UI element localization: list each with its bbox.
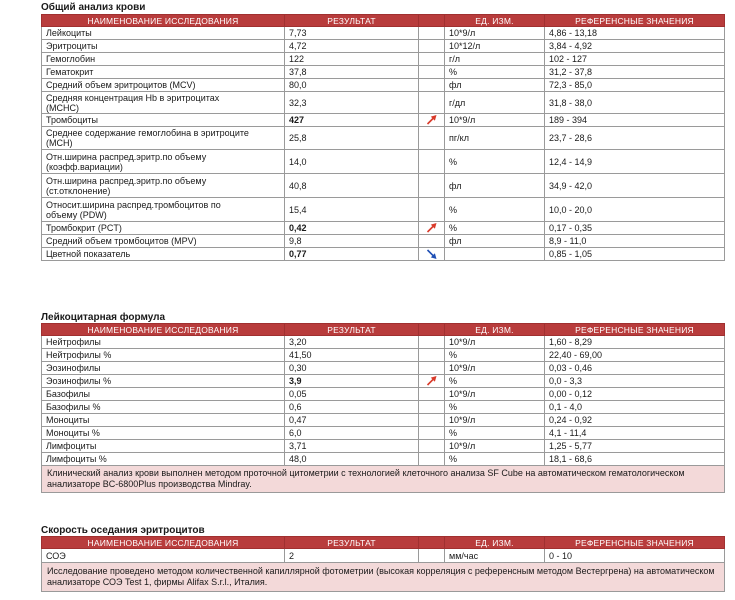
test-result: 80,0	[285, 79, 419, 92]
arrow-up-icon	[426, 223, 437, 233]
test-flag	[419, 222, 445, 235]
test-name-line: Лейкоциты	[46, 28, 92, 38]
test-flag	[419, 127, 445, 150]
method-note-row	[42, 563, 725, 592]
blood-section-title: Общий анализ крови	[41, 2, 146, 13]
test-flag	[419, 401, 445, 414]
test-name-line: Эозинофилы %	[46, 376, 112, 386]
test-unit: %	[445, 66, 545, 79]
test-result: 122	[285, 53, 419, 66]
header-unit: ЕД. ИЗМ.	[445, 324, 545, 336]
test-result: 3,9	[285, 375, 419, 388]
table-row	[42, 349, 725, 362]
test-result: 0,77	[285, 248, 419, 261]
test-reference: 0,03 - 0,46	[545, 362, 725, 375]
header-ref: РЕФЕРЕНСНЫЕ ЗНАЧЕНИЯ	[545, 537, 725, 549]
test-unit: 10*12/л	[445, 40, 545, 53]
test-reference: 0,85 - 1,05	[545, 248, 725, 261]
test-name-line: СОЭ	[46, 550, 66, 561]
table-row	[42, 248, 725, 261]
test-result: 0,30	[285, 362, 419, 375]
header-result: РЕЗУЛЬТАТ	[285, 324, 419, 336]
test-unit: 10*9/л	[445, 114, 545, 127]
table-row	[42, 150, 725, 174]
test-result: 14,0	[285, 150, 419, 174]
test-reference: 23,7 - 28,6	[545, 127, 725, 150]
method-note: Клинический анализ крови выполнен методом проточной цитометрии с технологией клеточного анализа SF Cube на автоматическом гематологическом анализаторе BC-6800Plus производства Mindray.	[42, 466, 725, 493]
esr-section-title: Скорость оседания эритроцитов	[41, 525, 205, 536]
test-unit: фл	[445, 174, 545, 198]
test-reference: 1,60 - 8,29	[545, 336, 725, 349]
test-result: 6,0	[285, 427, 419, 440]
test-flag	[419, 549, 445, 563]
test-name	[42, 375, 285, 388]
test-reference: 31,8 - 38,0	[545, 92, 725, 114]
test-reference: 4,86 - 13,18	[545, 27, 725, 40]
table-row	[42, 427, 725, 440]
test-unit: г/л	[445, 53, 545, 66]
header-result: РЕЗУЛЬТАТ	[285, 15, 419, 27]
test-flag	[419, 427, 445, 440]
leuko-section-title: Лейкоцитарная формула	[41, 312, 166, 323]
test-name-line: Среднее содержание гемоглобина в эритроците	[46, 128, 249, 138]
test-name	[42, 349, 285, 362]
test-flag	[419, 66, 445, 79]
test-name-line: Средняя концентрация Hb в эритроцитах	[46, 92, 220, 103]
test-name	[42, 453, 285, 466]
test-reference: 189 - 394	[545, 114, 725, 127]
test-name	[42, 53, 285, 66]
test-flag	[419, 79, 445, 92]
header-unit: ЕД. ИЗМ.	[445, 15, 545, 27]
test-name	[42, 92, 285, 114]
table-row	[42, 127, 725, 150]
test-name-line: Тромбоциты	[46, 115, 99, 125]
test-reference: 0,17 - 0,35	[545, 222, 725, 235]
test-name	[42, 401, 285, 414]
test-result: 0,42	[285, 222, 419, 235]
test-name-line: Эозинофилы	[46, 363, 101, 373]
table-row	[42, 549, 725, 563]
test-flag	[419, 53, 445, 66]
test-unit: 10*9/л	[445, 362, 545, 375]
test-reference: 18,1 - 68,6	[545, 453, 725, 466]
table-row	[42, 453, 725, 466]
test-flag	[419, 388, 445, 401]
table-row	[42, 222, 725, 235]
test-reference: 0,0 - 3,3	[545, 375, 725, 388]
test-name	[42, 440, 285, 453]
test-name	[42, 79, 285, 92]
blood-table	[41, 14, 725, 261]
test-unit: 10*9/л	[445, 414, 545, 427]
test-unit: 10*9/л	[445, 27, 545, 40]
header-name: НАИМЕНОВАНИЕ ИССЛЕДОВАНИЯ	[42, 15, 285, 27]
test-unit: %	[445, 198, 545, 222]
test-reference: 1,25 - 5,77	[545, 440, 725, 453]
test-name-line: объему (PDW)	[46, 209, 107, 220]
test-name	[42, 427, 285, 440]
header-flag	[419, 537, 445, 549]
test-name	[42, 388, 285, 401]
test-unit: %	[445, 349, 545, 362]
test-unit: %	[445, 453, 545, 466]
test-name-line: Моноциты %	[46, 428, 100, 438]
test-result: 9,8	[285, 235, 419, 248]
test-flag	[419, 336, 445, 349]
table-header-row	[42, 324, 725, 336]
test-name	[42, 174, 285, 198]
test-reference: 4,1 - 11,4	[545, 427, 725, 440]
test-flag	[419, 375, 445, 388]
table-row	[42, 53, 725, 66]
test-flag	[419, 150, 445, 174]
table-row	[42, 440, 725, 453]
test-unit: г/дл	[445, 92, 545, 114]
table-row	[42, 362, 725, 375]
test-result: 0,6	[285, 401, 419, 414]
test-reference: 0,24 - 0,92	[545, 414, 725, 427]
table-row	[42, 66, 725, 79]
test-result: 427	[285, 114, 419, 127]
test-unit	[445, 248, 545, 261]
test-name	[42, 222, 285, 235]
test-result: 41,50	[285, 349, 419, 362]
test-unit: 10*9/л	[445, 388, 545, 401]
header-flag	[419, 15, 445, 27]
leuko-table	[41, 323, 725, 493]
test-name-line: Эритроциты	[46, 41, 98, 51]
test-name-line: Тромбокрит (PCT)	[46, 223, 122, 233]
test-name	[42, 336, 285, 349]
test-unit: 10*9/л	[445, 440, 545, 453]
test-name	[42, 414, 285, 427]
test-name	[42, 127, 285, 150]
test-name-line: Моноциты	[46, 415, 90, 425]
table-row	[42, 414, 725, 427]
test-name-line: (ст.отклонение)	[46, 185, 111, 196]
test-name-line: (МСНС)	[46, 102, 79, 113]
arrow-up-icon	[426, 115, 437, 125]
table-row	[42, 27, 725, 40]
arrow-up-icon	[426, 376, 437, 386]
header-flag	[419, 324, 445, 336]
test-name-line: (МСН)	[46, 138, 73, 148]
test-reference: 102 - 127	[545, 53, 725, 66]
test-name-line: Базофилы %	[46, 402, 101, 412]
table-row	[42, 336, 725, 349]
test-name-line: Нейтрофилы %	[46, 350, 112, 360]
table-row	[42, 92, 725, 114]
test-flag	[419, 349, 445, 362]
test-result: 2	[285, 549, 419, 563]
test-reference: 34,9 - 42,0	[545, 174, 725, 198]
method-note-row	[42, 466, 725, 493]
table-row	[42, 114, 725, 127]
test-name	[42, 362, 285, 375]
test-result: 40,8	[285, 174, 419, 198]
header-ref: РЕФЕРЕНСНЫЕ ЗНАЧЕНИЯ	[545, 324, 725, 336]
test-flag	[419, 114, 445, 127]
test-name-line: Относит.ширина распред.тромбоцитов по	[46, 199, 221, 210]
test-result: 7,73	[285, 27, 419, 40]
test-result: 0,47	[285, 414, 419, 427]
test-flag	[419, 27, 445, 40]
test-name-line: Нейтрофилы	[46, 337, 101, 347]
test-reference: 0,00 - 0,12	[545, 388, 725, 401]
test-name-line: (коэфф.вариации)	[46, 161, 123, 172]
header-name: НАИМЕНОВАНИЕ ИССЛЕДОВАНИЯ	[42, 324, 285, 336]
test-result: 25,8	[285, 127, 419, 150]
test-result: 15,4	[285, 198, 419, 222]
test-flag	[419, 248, 445, 261]
table-row	[42, 388, 725, 401]
table-row	[42, 174, 725, 198]
header-ref: РЕФЕРЕНСНЫЕ ЗНАЧЕНИЯ	[545, 15, 725, 27]
esr-table	[41, 536, 725, 592]
test-result: 3,71	[285, 440, 419, 453]
table-row	[42, 401, 725, 414]
test-name-line: Базофилы	[46, 389, 90, 399]
table-header-row	[42, 537, 725, 549]
test-name-line: Гематокрит	[46, 67, 94, 77]
test-unit: %	[445, 375, 545, 388]
test-unit: %	[445, 150, 545, 174]
test-reference: 0,1 - 4,0	[545, 401, 725, 414]
test-name-line: Цветной показатель	[46, 249, 131, 259]
table-row	[42, 40, 725, 53]
test-unit: %	[445, 401, 545, 414]
test-name-line: Лимфоциты	[46, 441, 97, 451]
test-name	[42, 150, 285, 174]
test-name	[42, 66, 285, 79]
test-name	[42, 235, 285, 248]
test-reference: 8,9 - 11,0	[545, 235, 725, 248]
test-name	[42, 40, 285, 53]
test-unit: мм/час	[445, 549, 545, 563]
test-flag	[419, 453, 445, 466]
table-header-row	[42, 15, 725, 27]
test-name-line: Лимфоциты %	[46, 454, 107, 464]
test-reference: 22,40 - 69,00	[545, 349, 725, 362]
test-name	[42, 114, 285, 127]
test-flag	[419, 235, 445, 248]
test-name-line: Гемоглобин	[46, 54, 96, 64]
table-row	[42, 79, 725, 92]
table-row	[42, 375, 725, 388]
test-unit: фл	[445, 79, 545, 92]
test-unit: фл	[445, 235, 545, 248]
arrow-down-icon	[426, 249, 437, 259]
test-flag	[419, 174, 445, 198]
test-result: 37,8	[285, 66, 419, 79]
header-unit: ЕД. ИЗМ.	[445, 537, 545, 549]
test-result: 32,3	[285, 92, 419, 114]
test-flag	[419, 40, 445, 53]
test-name-line: Средний объем тромбоцитов (MPV)	[46, 236, 197, 246]
test-name-line: Отн.ширина распред.эритр.по объему	[46, 175, 207, 186]
test-reference: 72,3 - 85,0	[545, 79, 725, 92]
header-result: РЕЗУЛЬТАТ	[285, 537, 419, 549]
test-flag	[419, 362, 445, 375]
test-flag	[419, 440, 445, 453]
header-name: НАИМЕНОВАНИЕ ИССЛЕДОВАНИЯ	[42, 537, 285, 549]
test-unit: %	[445, 427, 545, 440]
test-reference: 12,4 - 14,9	[545, 150, 725, 174]
method-note: Исследование проведено методом количественной капиллярной фотометрии (высокая корреляция с референсным методом Вестергрена) на автоматическом анализаторе СОЭ Test 1, фирмы Alifax S.r.l., Италия.	[42, 563, 725, 592]
table-row	[42, 235, 725, 248]
test-reference: 0 - 10	[545, 549, 725, 563]
test-unit: %	[445, 222, 545, 235]
test-unit: пг/кл	[445, 127, 545, 150]
test-name-line: Средний объем эритроцитов (MCV)	[46, 80, 196, 90]
test-name-line: Отн.ширина распред.эритр.по объему	[46, 151, 207, 162]
test-name	[42, 198, 285, 222]
test-reference: 3,84 - 4,92	[545, 40, 725, 53]
test-flag	[419, 198, 445, 222]
test-result: 0,05	[285, 388, 419, 401]
test-result: 3,20	[285, 336, 419, 349]
test-result: 4,72	[285, 40, 419, 53]
test-result: 48,0	[285, 453, 419, 466]
test-unit: 10*9/л	[445, 336, 545, 349]
table-row	[42, 198, 725, 222]
test-reference: 31,2 - 37,8	[545, 66, 725, 79]
test-name	[42, 27, 285, 40]
test-flag	[419, 92, 445, 114]
test-reference: 10,0 - 20,0	[545, 198, 725, 222]
test-name	[42, 549, 285, 563]
test-flag	[419, 414, 445, 427]
test-name	[42, 248, 285, 261]
